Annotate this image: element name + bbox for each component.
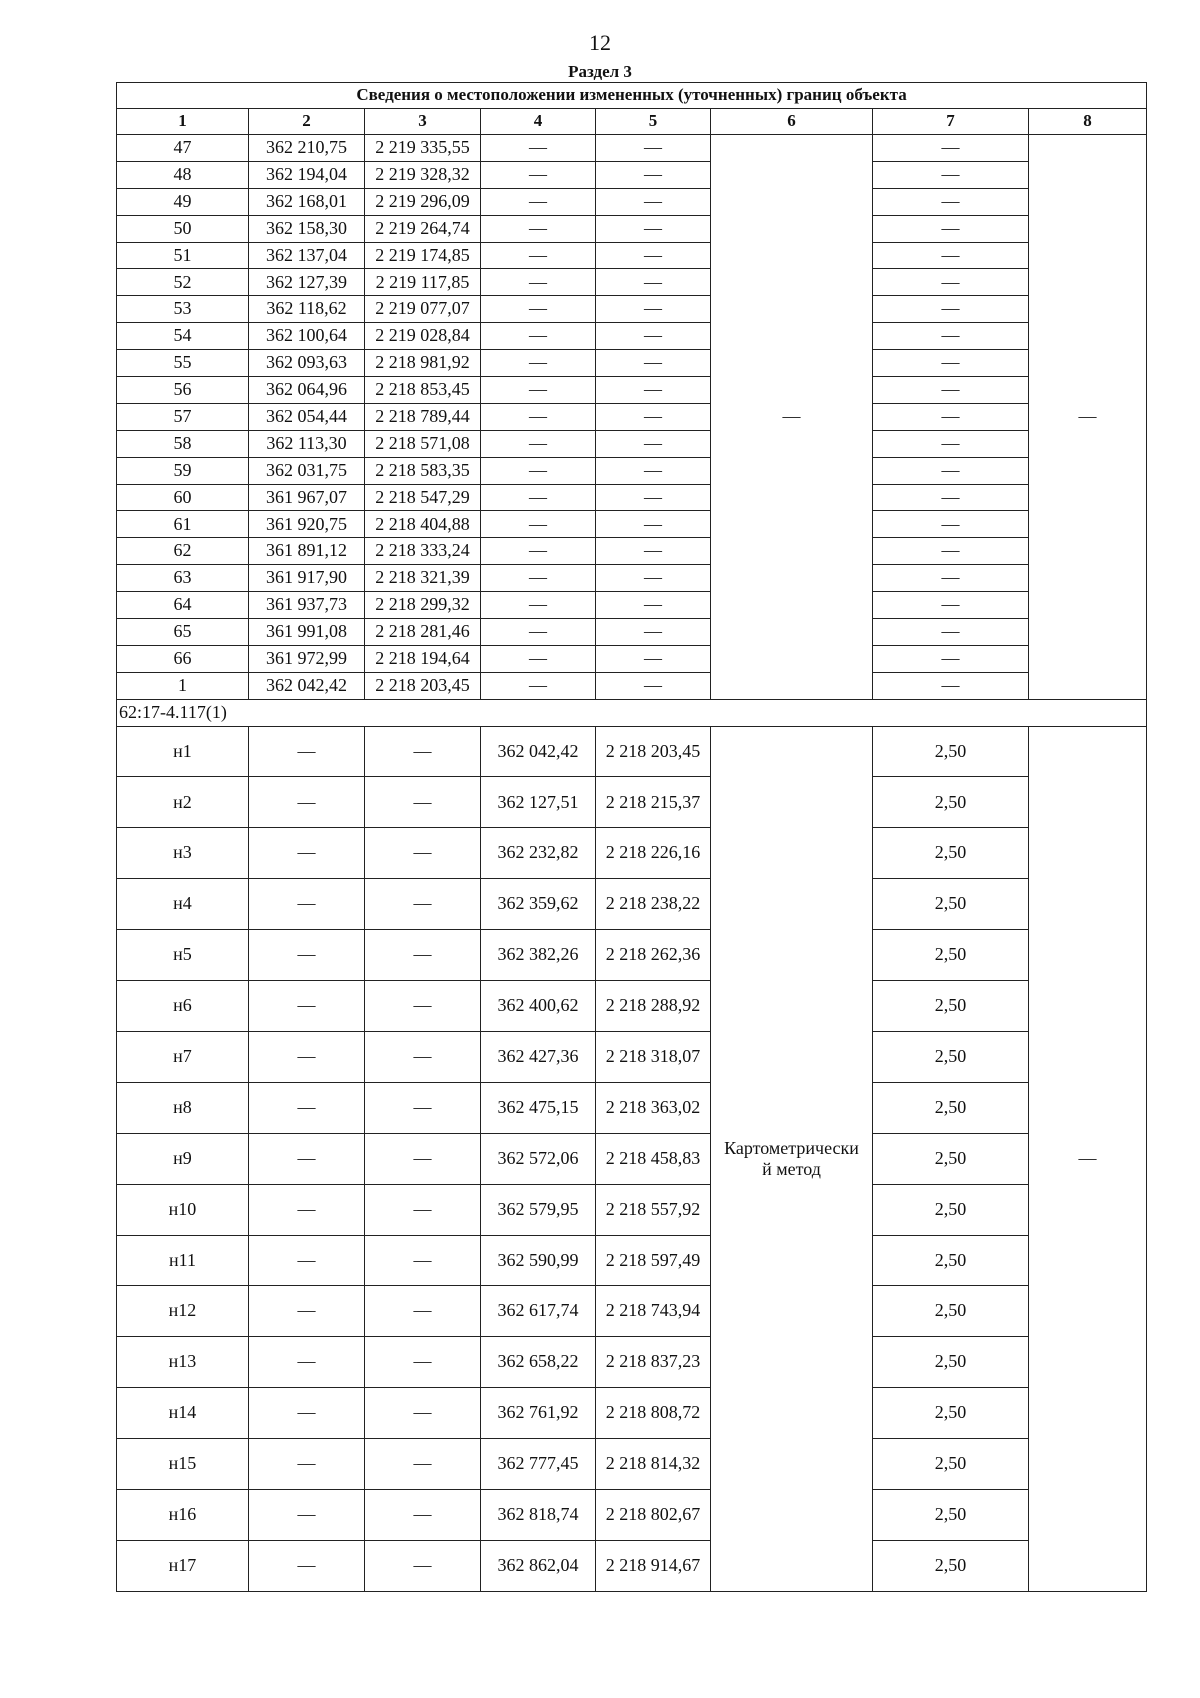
point-number-cell: н13 — [117, 1337, 249, 1388]
accuracy-cell: — — [873, 403, 1029, 430]
new-y-cell: — — [596, 511, 711, 538]
point-number-cell: 65 — [117, 619, 249, 646]
new-x-cell: 362 382,26 — [481, 930, 596, 981]
new-y-cell: — — [596, 619, 711, 646]
accuracy-cell: 2,50 — [873, 828, 1029, 879]
table-row — [117, 538, 1147, 565]
accuracy-cell: 2,50 — [873, 1337, 1029, 1388]
note-cell: — — [1029, 135, 1147, 700]
point-number-cell: 48 — [117, 161, 249, 188]
new-y-cell: — — [596, 672, 711, 699]
point-number-cell: 57 — [117, 403, 249, 430]
new-x-cell: — — [481, 269, 596, 296]
x-coordinate-cell: 361 937,73 — [249, 592, 365, 619]
table-row — [117, 377, 1147, 404]
new-x-cell: — — [481, 538, 596, 565]
x-coordinate-cell: — — [249, 1286, 365, 1337]
new-y-cell: 2 218 262,36 — [596, 930, 711, 981]
table-row — [117, 1235, 1147, 1286]
table-row — [117, 350, 1147, 377]
table-row — [117, 828, 1147, 879]
accuracy-cell: 2,50 — [873, 1082, 1029, 1133]
new-y-cell: 2 218 597,49 — [596, 1235, 711, 1286]
y-coordinate-cell: — — [365, 1031, 481, 1082]
point-number-cell: н17 — [117, 1540, 249, 1591]
table-row — [117, 1286, 1147, 1337]
accuracy-cell: 2,50 — [873, 1540, 1029, 1591]
table-row — [117, 242, 1147, 269]
accuracy-cell: 2,50 — [873, 981, 1029, 1032]
point-number-cell: 47 — [117, 135, 249, 162]
x-coordinate-cell: — — [249, 1082, 365, 1133]
x-coordinate-cell: 362 137,04 — [249, 242, 365, 269]
new-y-cell: — — [596, 161, 711, 188]
table-row — [117, 592, 1147, 619]
y-coordinate-cell: — — [365, 726, 481, 777]
x-coordinate-cell: 361 991,08 — [249, 619, 365, 646]
y-coordinate-cell: — — [365, 1489, 481, 1540]
table-row — [117, 1489, 1147, 1540]
point-number-cell: 62 — [117, 538, 249, 565]
y-coordinate-cell: 2 218 321,39 — [365, 565, 481, 592]
x-coordinate-cell: — — [249, 1388, 365, 1439]
y-coordinate-cell: 2 218 281,46 — [365, 619, 481, 646]
table-row — [117, 565, 1147, 592]
method-cell — [711, 726, 873, 1591]
point-number-cell: н15 — [117, 1439, 249, 1490]
new-y-cell: — — [596, 457, 711, 484]
new-x-cell: — — [481, 215, 596, 242]
point-number-cell: н9 — [117, 1133, 249, 1184]
x-coordinate-cell: 361 972,99 — [249, 645, 365, 672]
parcel-subheader-row — [117, 699, 1147, 726]
accuracy-cell: — — [873, 350, 1029, 377]
y-coordinate-cell: 2 218 789,44 — [365, 403, 481, 430]
section-title: Раздел 3 — [568, 62, 632, 81]
y-coordinate-cell: 2 218 194,64 — [365, 645, 481, 672]
y-coordinate-cell: 2 219 328,32 — [365, 161, 481, 188]
new-y-cell: — — [596, 403, 711, 430]
new-x-cell: — — [481, 592, 596, 619]
table-row — [117, 1184, 1147, 1235]
new-y-cell: — — [596, 430, 711, 457]
accuracy-cell: — — [873, 296, 1029, 323]
point-number-cell: н8 — [117, 1082, 249, 1133]
accuracy-cell: 2,50 — [873, 1388, 1029, 1439]
accuracy-cell: — — [873, 672, 1029, 699]
x-coordinate-cell: — — [249, 879, 365, 930]
point-number-cell: н14 — [117, 1388, 249, 1439]
accuracy-cell: 2,50 — [873, 726, 1029, 777]
y-coordinate-cell: 2 218 981,92 — [365, 350, 481, 377]
x-coordinate-cell: — — [249, 1540, 365, 1591]
point-number-cell: н16 — [117, 1489, 249, 1540]
x-coordinate-cell: 362 100,64 — [249, 323, 365, 350]
accuracy-cell: — — [873, 323, 1029, 350]
page-number: 12 — [589, 30, 611, 55]
y-coordinate-cell: 2 218 547,29 — [365, 484, 481, 511]
new-y-cell: 2 218 215,37 — [596, 777, 711, 828]
accuracy-cell: 2,50 — [873, 777, 1029, 828]
accuracy-cell: 2,50 — [873, 1489, 1029, 1540]
accuracy-cell: — — [873, 188, 1029, 215]
point-number-cell: 66 — [117, 645, 249, 672]
table-row — [117, 1082, 1147, 1133]
point-number-cell: 59 — [117, 457, 249, 484]
new-y-cell: — — [596, 188, 711, 215]
table-row — [117, 188, 1147, 215]
accuracy-cell: — — [873, 215, 1029, 242]
point-number-cell: н12 — [117, 1286, 249, 1337]
point-number-cell: 52 — [117, 269, 249, 296]
accuracy-cell: — — [873, 377, 1029, 404]
y-coordinate-cell: 2 219 264,74 — [365, 215, 481, 242]
accuracy-cell: — — [873, 538, 1029, 565]
new-y-cell: 2 218 203,45 — [596, 726, 711, 777]
point-number-cell: н4 — [117, 879, 249, 930]
y-coordinate-cell: — — [365, 1388, 481, 1439]
y-coordinate-cell: 2 218 333,24 — [365, 538, 481, 565]
x-coordinate-cell: — — [249, 1337, 365, 1388]
y-coordinate-cell: — — [365, 981, 481, 1032]
y-coordinate-cell: 2 219 077,07 — [365, 296, 481, 323]
new-y-cell: — — [596, 538, 711, 565]
new-x-cell: 362 427,36 — [481, 1031, 596, 1082]
x-coordinate-cell: 362 168,01 — [249, 188, 365, 215]
table-row — [117, 215, 1147, 242]
new-x-cell: 362 862,04 — [481, 1540, 596, 1591]
new-x-cell: 362 042,42 — [481, 726, 596, 777]
accuracy-cell: — — [873, 511, 1029, 538]
new-x-cell: — — [481, 161, 596, 188]
table-row — [117, 296, 1147, 323]
new-y-cell: — — [596, 565, 711, 592]
x-coordinate-cell: 361 917,90 — [249, 565, 365, 592]
new-y-cell: — — [596, 242, 711, 269]
point-number-cell: н5 — [117, 930, 249, 981]
new-x-cell: — — [481, 135, 596, 162]
table-row — [117, 1031, 1147, 1082]
table-title: Сведения о местоположении измененных (уточненных) границ объекта — [117, 83, 1147, 109]
column-header: 4 — [481, 109, 596, 135]
table-row — [117, 484, 1147, 511]
x-coordinate-cell: — — [249, 1133, 365, 1184]
y-coordinate-cell: — — [365, 1082, 481, 1133]
y-coordinate-cell: — — [365, 1286, 481, 1337]
new-x-cell: — — [481, 672, 596, 699]
x-coordinate-cell: 362 031,75 — [249, 457, 365, 484]
y-coordinate-cell: — — [365, 1133, 481, 1184]
new-x-cell: 362 777,45 — [481, 1439, 596, 1490]
new-x-cell: 362 617,74 — [481, 1286, 596, 1337]
x-coordinate-cell: 362 194,04 — [249, 161, 365, 188]
note-cell: — — [1029, 726, 1147, 1591]
new-y-cell: 2 218 808,72 — [596, 1388, 711, 1439]
point-number-cell: 55 — [117, 350, 249, 377]
column-header: 3 — [365, 109, 481, 135]
column-header: 6 — [711, 109, 873, 135]
new-x-cell: — — [481, 377, 596, 404]
x-coordinate-cell: 362 118,62 — [249, 296, 365, 323]
method-cell: — — [711, 135, 873, 700]
y-coordinate-cell: 2 219 028,84 — [365, 323, 481, 350]
point-number-cell: 56 — [117, 377, 249, 404]
table-row — [117, 1439, 1147, 1490]
y-coordinate-cell: 2 218 853,45 — [365, 377, 481, 404]
table-row — [117, 619, 1147, 646]
new-x-cell: 362 127,51 — [481, 777, 596, 828]
new-x-cell: — — [481, 242, 596, 269]
parcel-number: 62:17-4.117(1) — [117, 699, 1147, 726]
table-row — [117, 672, 1147, 699]
new-x-cell: 362 818,74 — [481, 1489, 596, 1540]
new-y-cell: 2 218 557,92 — [596, 1184, 711, 1235]
y-coordinate-cell: — — [365, 1439, 481, 1490]
new-x-cell: 362 475,15 — [481, 1082, 596, 1133]
column-header: 7 — [873, 109, 1029, 135]
x-coordinate-cell: 362 158,30 — [249, 215, 365, 242]
new-y-cell: — — [596, 350, 711, 377]
point-number-cell: 64 — [117, 592, 249, 619]
x-coordinate-cell: 362 127,39 — [249, 269, 365, 296]
y-coordinate-cell: 2 218 571,08 — [365, 430, 481, 457]
y-coordinate-cell: 2 218 583,35 — [365, 457, 481, 484]
new-y-cell: — — [596, 592, 711, 619]
new-x-cell: — — [481, 565, 596, 592]
new-x-cell: — — [481, 511, 596, 538]
point-number-cell: н7 — [117, 1031, 249, 1082]
table-row — [117, 1337, 1147, 1388]
y-coordinate-cell: — — [365, 777, 481, 828]
x-coordinate-cell: 361 920,75 — [249, 511, 365, 538]
y-coordinate-cell: — — [365, 828, 481, 879]
accuracy-cell: — — [873, 242, 1029, 269]
method-text-line-1: Картометрически — [724, 1137, 859, 1158]
x-coordinate-cell: — — [249, 1235, 365, 1286]
y-coordinate-cell: 2 219 335,55 — [365, 135, 481, 162]
accuracy-cell: — — [873, 269, 1029, 296]
table-row — [117, 457, 1147, 484]
new-x-cell: — — [481, 619, 596, 646]
x-coordinate-cell: — — [249, 1489, 365, 1540]
new-x-cell: 362 232,82 — [481, 828, 596, 879]
x-coordinate-cell: 362 042,42 — [249, 672, 365, 699]
table-row — [117, 981, 1147, 1032]
table-row — [117, 645, 1147, 672]
x-coordinate-cell: 361 891,12 — [249, 538, 365, 565]
accuracy-cell: — — [873, 457, 1029, 484]
point-number-cell: н10 — [117, 1184, 249, 1235]
new-y-cell: 2 218 318,07 — [596, 1031, 711, 1082]
accuracy-cell: — — [873, 645, 1029, 672]
new-y-cell: — — [596, 269, 711, 296]
table-row — [117, 269, 1147, 296]
y-coordinate-cell: — — [365, 1235, 481, 1286]
new-y-cell: — — [596, 296, 711, 323]
new-x-cell: 362 658,22 — [481, 1337, 596, 1388]
new-x-cell: — — [481, 323, 596, 350]
new-y-cell: — — [596, 135, 711, 162]
point-number-cell: 63 — [117, 565, 249, 592]
table-row — [117, 403, 1147, 430]
y-coordinate-cell: — — [365, 1540, 481, 1591]
new-x-cell: — — [481, 350, 596, 377]
table-row — [117, 511, 1147, 538]
table-row — [117, 1388, 1147, 1439]
table-row — [117, 777, 1147, 828]
accuracy-cell: 2,50 — [873, 930, 1029, 981]
method-text-line-2: й метод — [762, 1158, 821, 1179]
new-y-cell: — — [596, 484, 711, 511]
table-row — [117, 161, 1147, 188]
point-number-cell: 58 — [117, 430, 249, 457]
table-row — [117, 430, 1147, 457]
x-coordinate-cell: — — [249, 1031, 365, 1082]
new-y-cell: 2 218 837,23 — [596, 1337, 711, 1388]
accuracy-cell: — — [873, 430, 1029, 457]
y-coordinate-cell: 2 219 117,85 — [365, 269, 481, 296]
new-y-cell: 2 218 914,67 — [596, 1540, 711, 1591]
x-coordinate-cell: — — [249, 1184, 365, 1235]
point-number-cell: н3 — [117, 828, 249, 879]
new-y-cell: — — [596, 377, 711, 404]
x-coordinate-cell: — — [249, 828, 365, 879]
y-coordinate-cell: — — [365, 879, 481, 930]
x-coordinate-cell: — — [249, 981, 365, 1032]
new-x-cell: — — [481, 403, 596, 430]
table-row — [117, 323, 1147, 350]
x-coordinate-cell: — — [249, 726, 365, 777]
x-coordinate-cell: 362 113,30 — [249, 430, 365, 457]
accuracy-cell: — — [873, 484, 1029, 511]
new-y-cell: 2 218 226,16 — [596, 828, 711, 879]
accuracy-cell: 2,50 — [873, 1235, 1029, 1286]
point-number-cell: 1 — [117, 672, 249, 699]
x-coordinate-cell: 362 054,44 — [249, 403, 365, 430]
new-y-cell: — — [596, 215, 711, 242]
y-coordinate-cell: 2 218 299,32 — [365, 592, 481, 619]
point-number-cell: 54 — [117, 323, 249, 350]
new-y-cell: 2 218 363,02 — [596, 1082, 711, 1133]
y-coordinate-cell: — — [365, 1184, 481, 1235]
new-y-cell: — — [596, 323, 711, 350]
point-number-cell: 53 — [117, 296, 249, 323]
new-y-cell: — — [596, 645, 711, 672]
accuracy-cell: 2,50 — [873, 1184, 1029, 1235]
new-x-cell: 362 400,62 — [481, 981, 596, 1032]
table-row — [117, 1540, 1147, 1591]
accuracy-cell: 2,50 — [873, 1286, 1029, 1337]
x-coordinate-cell: 362 093,63 — [249, 350, 365, 377]
new-x-cell: — — [481, 484, 596, 511]
point-number-cell: н11 — [117, 1235, 249, 1286]
table-row — [117, 135, 1147, 162]
table-row — [117, 930, 1147, 981]
x-coordinate-cell: 362 210,75 — [249, 135, 365, 162]
y-coordinate-cell: 2 218 203,45 — [365, 672, 481, 699]
column-header: 2 — [249, 109, 365, 135]
column-header: 5 — [596, 109, 711, 135]
accuracy-cell: 2,50 — [873, 879, 1029, 930]
new-x-cell: — — [481, 188, 596, 215]
boundary-coordinates-table — [116, 82, 1147, 1592]
new-x-cell: 362 590,99 — [481, 1235, 596, 1286]
point-number-cell: 60 — [117, 484, 249, 511]
x-coordinate-cell: — — [249, 777, 365, 828]
new-x-cell: — — [481, 645, 596, 672]
point-number-cell: н1 — [117, 726, 249, 777]
accuracy-cell: — — [873, 592, 1029, 619]
accuracy-cell: — — [873, 161, 1029, 188]
new-x-cell: 362 579,95 — [481, 1184, 596, 1235]
new-y-cell: 2 218 743,94 — [596, 1286, 711, 1337]
new-x-cell: 362 761,92 — [481, 1388, 596, 1439]
new-x-cell: 362 572,06 — [481, 1133, 596, 1184]
accuracy-cell: 2,50 — [873, 1133, 1029, 1184]
table-row — [117, 1133, 1147, 1184]
x-coordinate-cell: 361 967,07 — [249, 484, 365, 511]
table-row — [117, 726, 1147, 777]
x-coordinate-cell: 362 064,96 — [249, 377, 365, 404]
x-coordinate-cell: — — [249, 930, 365, 981]
new-y-cell: 2 218 802,67 — [596, 1489, 711, 1540]
new-y-cell: 2 218 288,92 — [596, 981, 711, 1032]
new-x-cell: — — [481, 296, 596, 323]
y-coordinate-cell: 2 218 404,88 — [365, 511, 481, 538]
y-coordinate-cell: 2 219 174,85 — [365, 242, 481, 269]
new-x-cell: 362 359,62 — [481, 879, 596, 930]
column-header-row — [117, 109, 1147, 135]
y-coordinate-cell: 2 219 296,09 — [365, 188, 481, 215]
column-header: 8 — [1029, 109, 1147, 135]
y-coordinate-cell: — — [365, 930, 481, 981]
new-y-cell: 2 218 458,83 — [596, 1133, 711, 1184]
new-y-cell: 2 218 814,32 — [596, 1439, 711, 1490]
point-number-cell: 51 — [117, 242, 249, 269]
point-number-cell: 61 — [117, 511, 249, 538]
accuracy-cell: — — [873, 135, 1029, 162]
point-number-cell: 49 — [117, 188, 249, 215]
y-coordinate-cell: — — [365, 1337, 481, 1388]
new-y-cell: 2 218 238,22 — [596, 879, 711, 930]
accuracy-cell: 2,50 — [873, 1439, 1029, 1490]
accuracy-cell: — — [873, 565, 1029, 592]
new-x-cell: — — [481, 457, 596, 484]
new-x-cell: — — [481, 430, 596, 457]
accuracy-cell: 2,50 — [873, 1031, 1029, 1082]
accuracy-cell: — — [873, 619, 1029, 646]
point-number-cell: н6 — [117, 981, 249, 1032]
column-header: 1 — [117, 109, 249, 135]
x-coordinate-cell: — — [249, 1439, 365, 1490]
table-row — [117, 879, 1147, 930]
point-number-cell: 50 — [117, 215, 249, 242]
point-number-cell: н2 — [117, 777, 249, 828]
